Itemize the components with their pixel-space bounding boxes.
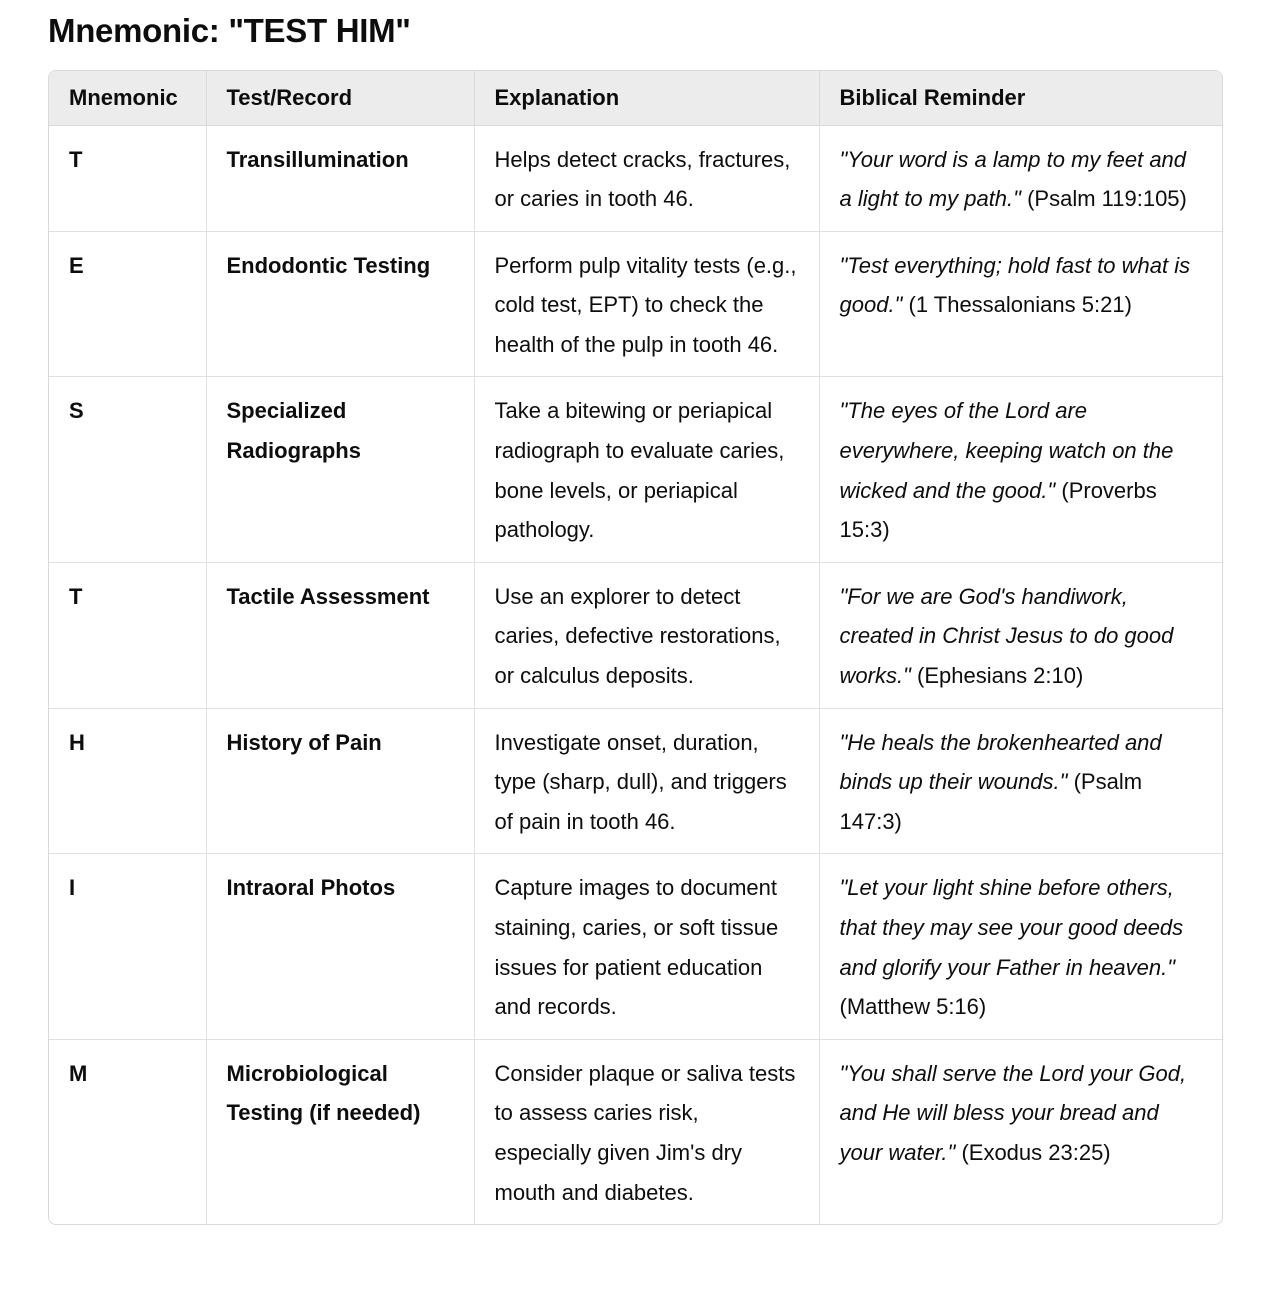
explanation: Take a bitewing or periapical radiograph to evaluate caries, bone levels, or periapical pathology. (474, 377, 819, 562)
table-body (49, 125, 1222, 1224)
header-explanation: Explanation (474, 71, 819, 125)
explanation: Capture images to document staining, caries, or soft tissue issues for patient education and records. (474, 854, 819, 1039)
header-row (49, 71, 1222, 125)
biblical-reminder (819, 854, 1222, 1039)
mnemonic-letter: S (49, 377, 206, 562)
biblical-reminder (819, 377, 1222, 562)
explanation: Perform pulp vitality tests (e.g., cold test, EPT) to check the health of the pulp in tooth 46. (474, 231, 819, 377)
biblical-reminder (819, 708, 1222, 854)
scripture-quote: "Your word is a lamp to my feet and a light to my path." (839, 146, 1187, 212)
page-title: Mnemonic: "TEST HIM" (48, 12, 411, 49)
table-header (49, 71, 1222, 125)
header-test-record: Test/Record (206, 71, 474, 125)
test-record: Endodontic Testing (206, 231, 474, 377)
table-row (49, 854, 1222, 1039)
scripture-reference: (Psalm 119:105) (1027, 186, 1187, 212)
explanation: Investigate onset, duration, type (sharp, dull), and triggers of pain in tooth 46. (474, 708, 819, 854)
scripture-reference: (Matthew 5:16) (839, 994, 987, 1020)
explanation: Use an explorer to detect caries, defective restorations, or calculus deposits. (474, 562, 819, 708)
test-record: Specialized Radiographs (206, 377, 474, 562)
test-record: Transillumination (206, 125, 474, 231)
mnemonic-letter: M (49, 1039, 206, 1224)
biblical-reminder (819, 1039, 1222, 1224)
test-record: Intraoral Photos (206, 854, 474, 1039)
biblical-reminder (819, 231, 1222, 377)
scripture-quote: "He heals the brokenhearted and binds up their wounds." (839, 729, 1162, 795)
table-row (49, 562, 1222, 708)
table-row (49, 708, 1222, 854)
table-row (49, 377, 1222, 562)
explanation: Consider plaque or saliva tests to assess caries risk, especially given Jim's dry mouth and diabetes. (474, 1039, 819, 1224)
test-record: Tactile Assessment (206, 562, 474, 708)
mnemonic-letter: T (49, 125, 206, 231)
mnemonic-table-container (48, 70, 1223, 1225)
table-row (49, 231, 1222, 377)
header-mnemonic: Mnemonic (49, 71, 206, 125)
scripture-quote: "You shall serve the Lord your God, and He will bless your bread and your water." (839, 1060, 1187, 1165)
mnemonic-letter: H (49, 708, 206, 854)
test-record: History of Pain (206, 708, 474, 854)
mnemonic-letter: E (49, 231, 206, 377)
scripture-reference: (Proverbs 15:3) (839, 477, 1157, 543)
scripture-quote: "The eyes of the Lord are everywhere, keeping watch on the wicked and the good." (839, 398, 1174, 503)
scripture-reference: (Exodus 23:25) (961, 1139, 1111, 1165)
mnemonic-table (49, 71, 1222, 1224)
biblical-reminder (819, 562, 1222, 708)
scripture-reference: (Ephesians 2:10) (917, 663, 1084, 689)
scripture-quote: "Let your light shine before others, that they may see your good deeds and glorify your Father in heaven." (839, 875, 1184, 980)
mnemonic-letter: T (49, 562, 206, 708)
scripture-quote: "For we are God's handiwork, created in Christ Jesus to do good works." (839, 583, 1174, 689)
table-row (49, 125, 1222, 231)
header-biblical-reminder: Biblical Reminder (819, 71, 1222, 125)
mnemonic-letter: I (49, 854, 206, 1039)
table-row (49, 1039, 1222, 1224)
scripture-reference: (Psalm 147:3) (839, 769, 1143, 834)
test-record: Microbiological Testing (if needed) (206, 1039, 474, 1224)
scripture-reference: (1 Thessalonians 5:21) (908, 292, 1132, 318)
explanation: Helps detect cracks, fractures, or caries in tooth 46. (474, 125, 819, 231)
biblical-reminder (819, 125, 1222, 231)
scripture-quote: "Test everything; hold fast to what is good." (839, 252, 1191, 318)
